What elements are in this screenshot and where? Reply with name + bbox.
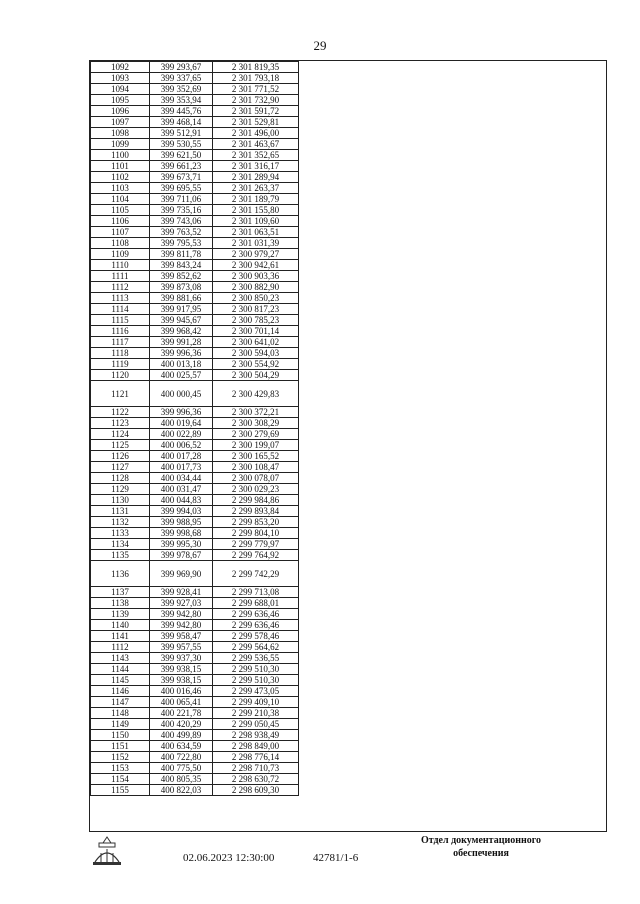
x-coordinate-cell: 399 621,50 <box>150 150 213 161</box>
table-row <box>91 418 299 429</box>
y-coordinate-cell: 2 299 510,30 <box>213 675 299 686</box>
table-row <box>91 260 299 271</box>
x-coordinate-cell: 399 795,53 <box>150 238 213 249</box>
table-row <box>91 150 299 161</box>
x-coordinate-cell: 399 468,14 <box>150 117 213 128</box>
x-coordinate-cell: 399 928,41 <box>150 587 213 598</box>
x-coordinate-cell: 399 942,80 <box>150 609 213 620</box>
point-number-cell: 1140 <box>91 620 150 631</box>
point-number-cell: 1138 <box>91 598 150 609</box>
table-row <box>91 484 299 495</box>
table-row <box>91 561 299 587</box>
table-row <box>91 473 299 484</box>
y-coordinate-cell: 2 300 641,02 <box>213 337 299 348</box>
y-coordinate-cell: 2 301 529,81 <box>213 117 299 128</box>
table-row <box>91 785 299 796</box>
table-row <box>91 128 299 139</box>
coordinates-table-body <box>91 62 299 796</box>
y-coordinate-cell: 2 299 510,30 <box>213 664 299 675</box>
point-number-cell: 1124 <box>91 429 150 440</box>
x-coordinate-cell: 399 938,15 <box>150 664 213 675</box>
y-coordinate-cell: 2 300 029,23 <box>213 484 299 495</box>
y-coordinate-cell: 2 300 165,52 <box>213 451 299 462</box>
point-number-cell: 1128 <box>91 473 150 484</box>
y-coordinate-cell: 2 299 764,92 <box>213 550 299 561</box>
point-number-cell: 1109 <box>91 249 150 260</box>
table-row <box>91 359 299 370</box>
point-number-cell: 1113 <box>91 293 150 304</box>
footer-date: 02.06.2023 12:30:00 <box>183 852 275 864</box>
point-number-cell: 1154 <box>91 774 150 785</box>
x-coordinate-cell: 400 775,50 <box>150 763 213 774</box>
y-coordinate-cell: 2 300 903,36 <box>213 271 299 282</box>
y-coordinate-cell: 2 299 713,08 <box>213 587 299 598</box>
y-coordinate-cell: 2 301 819,35 <box>213 62 299 73</box>
y-coordinate-cell: 2 300 308,29 <box>213 418 299 429</box>
y-coordinate-cell: 2 300 979,27 <box>213 249 299 260</box>
x-coordinate-cell: 399 711,06 <box>150 194 213 205</box>
table-row <box>91 631 299 642</box>
table-row <box>91 697 299 708</box>
table-row <box>91 238 299 249</box>
y-coordinate-cell: 2 299 804,10 <box>213 528 299 539</box>
y-coordinate-cell: 2 299 409,10 <box>213 697 299 708</box>
table-row <box>91 664 299 675</box>
table-row <box>91 227 299 238</box>
x-coordinate-cell: 399 927,03 <box>150 598 213 609</box>
table-row <box>91 653 299 664</box>
table-row <box>91 370 299 381</box>
y-coordinate-cell: 2 300 504,29 <box>213 370 299 381</box>
table-row <box>91 326 299 337</box>
table-row <box>91 271 299 282</box>
department-line-1: Отдел документационного <box>420 835 542 846</box>
y-coordinate-cell: 2 301 771,52 <box>213 84 299 95</box>
x-coordinate-cell: 399 978,67 <box>150 550 213 561</box>
x-coordinate-cell: 400 013,18 <box>150 359 213 370</box>
y-coordinate-cell: 2 301 155,80 <box>213 205 299 216</box>
y-coordinate-cell: 2 301 289,94 <box>213 172 299 183</box>
x-coordinate-cell: 399 995,30 <box>150 539 213 550</box>
point-number-cell: 1134 <box>91 539 150 550</box>
point-number-cell: 1110 <box>91 260 150 271</box>
point-number-cell: 1133 <box>91 528 150 539</box>
y-coordinate-cell: 2 300 279,69 <box>213 429 299 440</box>
y-coordinate-cell: 2 300 701,14 <box>213 326 299 337</box>
y-coordinate-cell: 2 300 108,47 <box>213 462 299 473</box>
y-coordinate-cell: 2 299 984,86 <box>213 495 299 506</box>
point-number-cell: 1126 <box>91 451 150 462</box>
table-row <box>91 337 299 348</box>
table-row <box>91 774 299 785</box>
x-coordinate-cell: 399 938,15 <box>150 675 213 686</box>
point-number-cell: 1114 <box>91 304 150 315</box>
x-coordinate-cell: 399 512,91 <box>150 128 213 139</box>
page-number: 29 <box>313 38 327 53</box>
table-row <box>91 216 299 227</box>
x-coordinate-cell: 399 996,36 <box>150 407 213 418</box>
table-row <box>91 517 299 528</box>
point-number-cell: 1155 <box>91 785 150 796</box>
x-coordinate-cell: 399 695,55 <box>150 183 213 194</box>
point-number-cell: 1104 <box>91 194 150 205</box>
y-coordinate-cell: 2 301 732,90 <box>213 95 299 106</box>
y-coordinate-cell: 2 299 688,01 <box>213 598 299 609</box>
point-number-cell: 1136 <box>91 561 150 587</box>
department-line-2: обеспечения <box>453 848 509 859</box>
x-coordinate-cell: 400 805,35 <box>150 774 213 785</box>
y-coordinate-cell: 2 299 050,45 <box>213 719 299 730</box>
point-number-cell: 1119 <box>91 359 150 370</box>
point-number-cell: 1106 <box>91 216 150 227</box>
point-number-cell: 1117 <box>91 337 150 348</box>
x-coordinate-cell: 399 945,67 <box>150 315 213 326</box>
x-coordinate-cell: 400 025,57 <box>150 370 213 381</box>
y-coordinate-cell: 2 300 199,07 <box>213 440 299 451</box>
y-coordinate-cell: 2 298 849,00 <box>213 741 299 752</box>
table-row <box>91 528 299 539</box>
x-coordinate-cell: 400 017,73 <box>150 462 213 473</box>
x-coordinate-cell: 400 065,41 <box>150 697 213 708</box>
x-coordinate-cell: 399 811,78 <box>150 249 213 260</box>
footer-department <box>396 834 566 860</box>
table-row <box>91 495 299 506</box>
y-coordinate-cell: 2 299 893,84 <box>213 506 299 517</box>
table-row <box>91 719 299 730</box>
x-coordinate-cell: 400 031,47 <box>150 484 213 495</box>
y-coordinate-cell: 2 300 372,21 <box>213 407 299 418</box>
point-number-cell: 1125 <box>91 440 150 451</box>
x-coordinate-cell: 399 743,06 <box>150 216 213 227</box>
table-row <box>91 73 299 84</box>
table-row <box>91 84 299 95</box>
y-coordinate-cell: 2 298 630,72 <box>213 774 299 785</box>
y-coordinate-cell: 2 300 078,07 <box>213 473 299 484</box>
table-row <box>91 282 299 293</box>
y-coordinate-cell: 2 301 591,72 <box>213 106 299 117</box>
table-row <box>91 95 299 106</box>
point-number-cell: 1108 <box>91 238 150 249</box>
table-row <box>91 451 299 462</box>
x-coordinate-cell: 399 881,66 <box>150 293 213 304</box>
table-row <box>91 429 299 440</box>
table-row <box>91 708 299 719</box>
y-coordinate-cell: 2 300 942,61 <box>213 260 299 271</box>
table-row <box>91 172 299 183</box>
x-coordinate-cell: 400 634,59 <box>150 741 213 752</box>
x-coordinate-cell: 399 988,95 <box>150 517 213 528</box>
table-row <box>91 741 299 752</box>
table-row <box>91 62 299 73</box>
x-coordinate-cell: 399 673,71 <box>150 172 213 183</box>
table-row <box>91 304 299 315</box>
x-coordinate-cell: 400 000,45 <box>150 381 213 407</box>
point-number-cell: 1127 <box>91 462 150 473</box>
point-number-cell: 1105 <box>91 205 150 216</box>
point-number-cell: 1129 <box>91 484 150 495</box>
table-row <box>91 587 299 598</box>
table-row <box>91 183 299 194</box>
point-number-cell: 1147 <box>91 697 150 708</box>
table-row <box>91 293 299 304</box>
x-coordinate-cell: 399 763,52 <box>150 227 213 238</box>
x-coordinate-cell: 400 022,89 <box>150 429 213 440</box>
x-coordinate-cell: 399 843,24 <box>150 260 213 271</box>
point-number-cell: 1152 <box>91 752 150 763</box>
point-number-cell: 1145 <box>91 675 150 686</box>
table-row <box>91 730 299 741</box>
x-coordinate-cell: 400 499,89 <box>150 730 213 741</box>
table-row <box>91 161 299 172</box>
y-coordinate-cell: 2 301 352,65 <box>213 150 299 161</box>
x-coordinate-cell: 399 957,55 <box>150 642 213 653</box>
point-number-cell: 1099 <box>91 139 150 150</box>
y-coordinate-cell: 2 299 636,46 <box>213 620 299 631</box>
table-row <box>91 381 299 407</box>
y-coordinate-cell: 2 300 882,90 <box>213 282 299 293</box>
emblem-icon <box>90 834 124 866</box>
table-row <box>91 539 299 550</box>
point-number-cell: 1116 <box>91 326 150 337</box>
point-number-cell: 1146 <box>91 686 150 697</box>
x-coordinate-cell: 400 016,46 <box>150 686 213 697</box>
x-coordinate-cell: 399 352,69 <box>150 84 213 95</box>
point-number-cell: 1150 <box>91 730 150 741</box>
y-coordinate-cell: 2 299 636,46 <box>213 609 299 620</box>
table-row <box>91 620 299 631</box>
y-coordinate-cell: 2 299 536,55 <box>213 653 299 664</box>
x-coordinate-cell: 400 006,52 <box>150 440 213 451</box>
x-coordinate-cell: 400 019,64 <box>150 418 213 429</box>
table-row <box>91 106 299 117</box>
x-coordinate-cell: 399 998,68 <box>150 528 213 539</box>
x-coordinate-cell: 399 353,94 <box>150 95 213 106</box>
table-row <box>91 194 299 205</box>
point-number-cell: 1137 <box>91 587 150 598</box>
table-row <box>91 550 299 561</box>
point-number-cell: 1131 <box>91 506 150 517</box>
footer-document-number: 42781/1-6 <box>313 852 359 864</box>
table-row <box>91 205 299 216</box>
point-number-cell: 1121 <box>91 381 150 407</box>
point-number-cell: 1107 <box>91 227 150 238</box>
point-number-cell: 1112 <box>91 282 150 293</box>
x-coordinate-cell: 399 530,55 <box>150 139 213 150</box>
table-row <box>91 249 299 260</box>
point-number-cell: 1151 <box>91 741 150 752</box>
y-coordinate-cell: 2 299 564,62 <box>213 642 299 653</box>
table-row <box>91 462 299 473</box>
table-row <box>91 763 299 774</box>
x-coordinate-cell: 399 996,36 <box>150 348 213 359</box>
point-number-cell: 1096 <box>91 106 150 117</box>
point-number-cell: 1098 <box>91 128 150 139</box>
point-number-cell: 1095 <box>91 95 150 106</box>
y-coordinate-cell: 2 300 429,83 <box>213 381 299 407</box>
y-coordinate-cell: 2 301 793,18 <box>213 73 299 84</box>
point-number-cell: 1093 <box>91 73 150 84</box>
point-number-cell: 1123 <box>91 418 150 429</box>
table-row <box>91 642 299 653</box>
point-number-cell: 1120 <box>91 370 150 381</box>
point-number-cell: 1143 <box>91 653 150 664</box>
point-number-cell: 1144 <box>91 664 150 675</box>
point-number-cell: 1094 <box>91 84 150 95</box>
y-coordinate-cell: 2 299 742,29 <box>213 561 299 587</box>
y-coordinate-cell: 2 301 063,51 <box>213 227 299 238</box>
x-coordinate-cell: 399 337,65 <box>150 73 213 84</box>
y-coordinate-cell: 2 301 109,60 <box>213 216 299 227</box>
table-row <box>91 348 299 359</box>
point-number-cell: 1148 <box>91 708 150 719</box>
y-coordinate-cell: 2 299 210,38 <box>213 708 299 719</box>
x-coordinate-cell: 399 937,30 <box>150 653 213 664</box>
table-row <box>91 609 299 620</box>
y-coordinate-cell: 2 300 594,03 <box>213 348 299 359</box>
table-row <box>91 407 299 418</box>
x-coordinate-cell: 400 722,80 <box>150 752 213 763</box>
x-coordinate-cell: 399 445,76 <box>150 106 213 117</box>
point-number-cell: 1102 <box>91 172 150 183</box>
y-coordinate-cell: 2 299 853,20 <box>213 517 299 528</box>
y-coordinate-cell: 2 298 938,49 <box>213 730 299 741</box>
y-coordinate-cell: 2 298 710,73 <box>213 763 299 774</box>
table-row <box>91 315 299 326</box>
x-coordinate-cell: 400 822,03 <box>150 785 213 796</box>
x-coordinate-cell: 399 661,23 <box>150 161 213 172</box>
point-number-cell: 1149 <box>91 719 150 730</box>
point-number-cell: 1132 <box>91 517 150 528</box>
point-number-cell: 1118 <box>91 348 150 359</box>
point-number-cell: 1100 <box>91 150 150 161</box>
point-number-cell: 1097 <box>91 117 150 128</box>
x-coordinate-cell: 400 044,83 <box>150 495 213 506</box>
point-number-cell: 1153 <box>91 763 150 774</box>
y-coordinate-cell: 2 299 473,05 <box>213 686 299 697</box>
point-number-cell: 1111 <box>91 271 150 282</box>
x-coordinate-cell: 399 991,28 <box>150 337 213 348</box>
coordinates-table <box>90 61 299 796</box>
point-number-cell: 1141 <box>91 631 150 642</box>
table-row <box>91 117 299 128</box>
y-coordinate-cell: 2 299 779,97 <box>213 539 299 550</box>
table-row <box>91 139 299 150</box>
y-coordinate-cell: 2 298 776,14 <box>213 752 299 763</box>
table-row <box>91 686 299 697</box>
table-row <box>91 440 299 451</box>
x-coordinate-cell: 399 969,90 <box>150 561 213 587</box>
table-row <box>91 675 299 686</box>
y-coordinate-cell: 2 300 850,23 <box>213 293 299 304</box>
point-number-cell: 1092 <box>91 62 150 73</box>
point-number-cell: 1112 <box>91 642 150 653</box>
x-coordinate-cell: 400 017,28 <box>150 451 213 462</box>
point-number-cell: 1130 <box>91 495 150 506</box>
x-coordinate-cell: 399 968,42 <box>150 326 213 337</box>
table-row <box>91 506 299 517</box>
x-coordinate-cell: 399 942,80 <box>150 620 213 631</box>
point-number-cell: 1101 <box>91 161 150 172</box>
document-frame <box>89 60 607 832</box>
point-number-cell: 1122 <box>91 407 150 418</box>
point-number-cell: 1139 <box>91 609 150 620</box>
y-coordinate-cell: 2 301 189,79 <box>213 194 299 205</box>
table-row <box>91 752 299 763</box>
x-coordinate-cell: 400 420,29 <box>150 719 213 730</box>
y-coordinate-cell: 2 300 554,92 <box>213 359 299 370</box>
table-row <box>91 598 299 609</box>
x-coordinate-cell: 399 735,16 <box>150 205 213 216</box>
x-coordinate-cell: 399 917,95 <box>150 304 213 315</box>
point-number-cell: 1135 <box>91 550 150 561</box>
y-coordinate-cell: 2 301 031,39 <box>213 238 299 249</box>
y-coordinate-cell: 2 300 817,23 <box>213 304 299 315</box>
point-number-cell: 1115 <box>91 315 150 326</box>
x-coordinate-cell: 399 994,03 <box>150 506 213 517</box>
y-coordinate-cell: 2 301 463,67 <box>213 139 299 150</box>
x-coordinate-cell: 399 852,62 <box>150 271 213 282</box>
y-coordinate-cell: 2 299 578,46 <box>213 631 299 642</box>
y-coordinate-cell: 2 301 496,00 <box>213 128 299 139</box>
y-coordinate-cell: 2 300 785,23 <box>213 315 299 326</box>
x-coordinate-cell: 399 293,67 <box>150 62 213 73</box>
y-coordinate-cell: 2 298 609,30 <box>213 785 299 796</box>
x-coordinate-cell: 399 958,47 <box>150 631 213 642</box>
x-coordinate-cell: 400 221,78 <box>150 708 213 719</box>
x-coordinate-cell: 400 034,44 <box>150 473 213 484</box>
x-coordinate-cell: 399 873,08 <box>150 282 213 293</box>
y-coordinate-cell: 2 301 263,37 <box>213 183 299 194</box>
point-number-cell: 1103 <box>91 183 150 194</box>
y-coordinate-cell: 2 301 316,17 <box>213 161 299 172</box>
